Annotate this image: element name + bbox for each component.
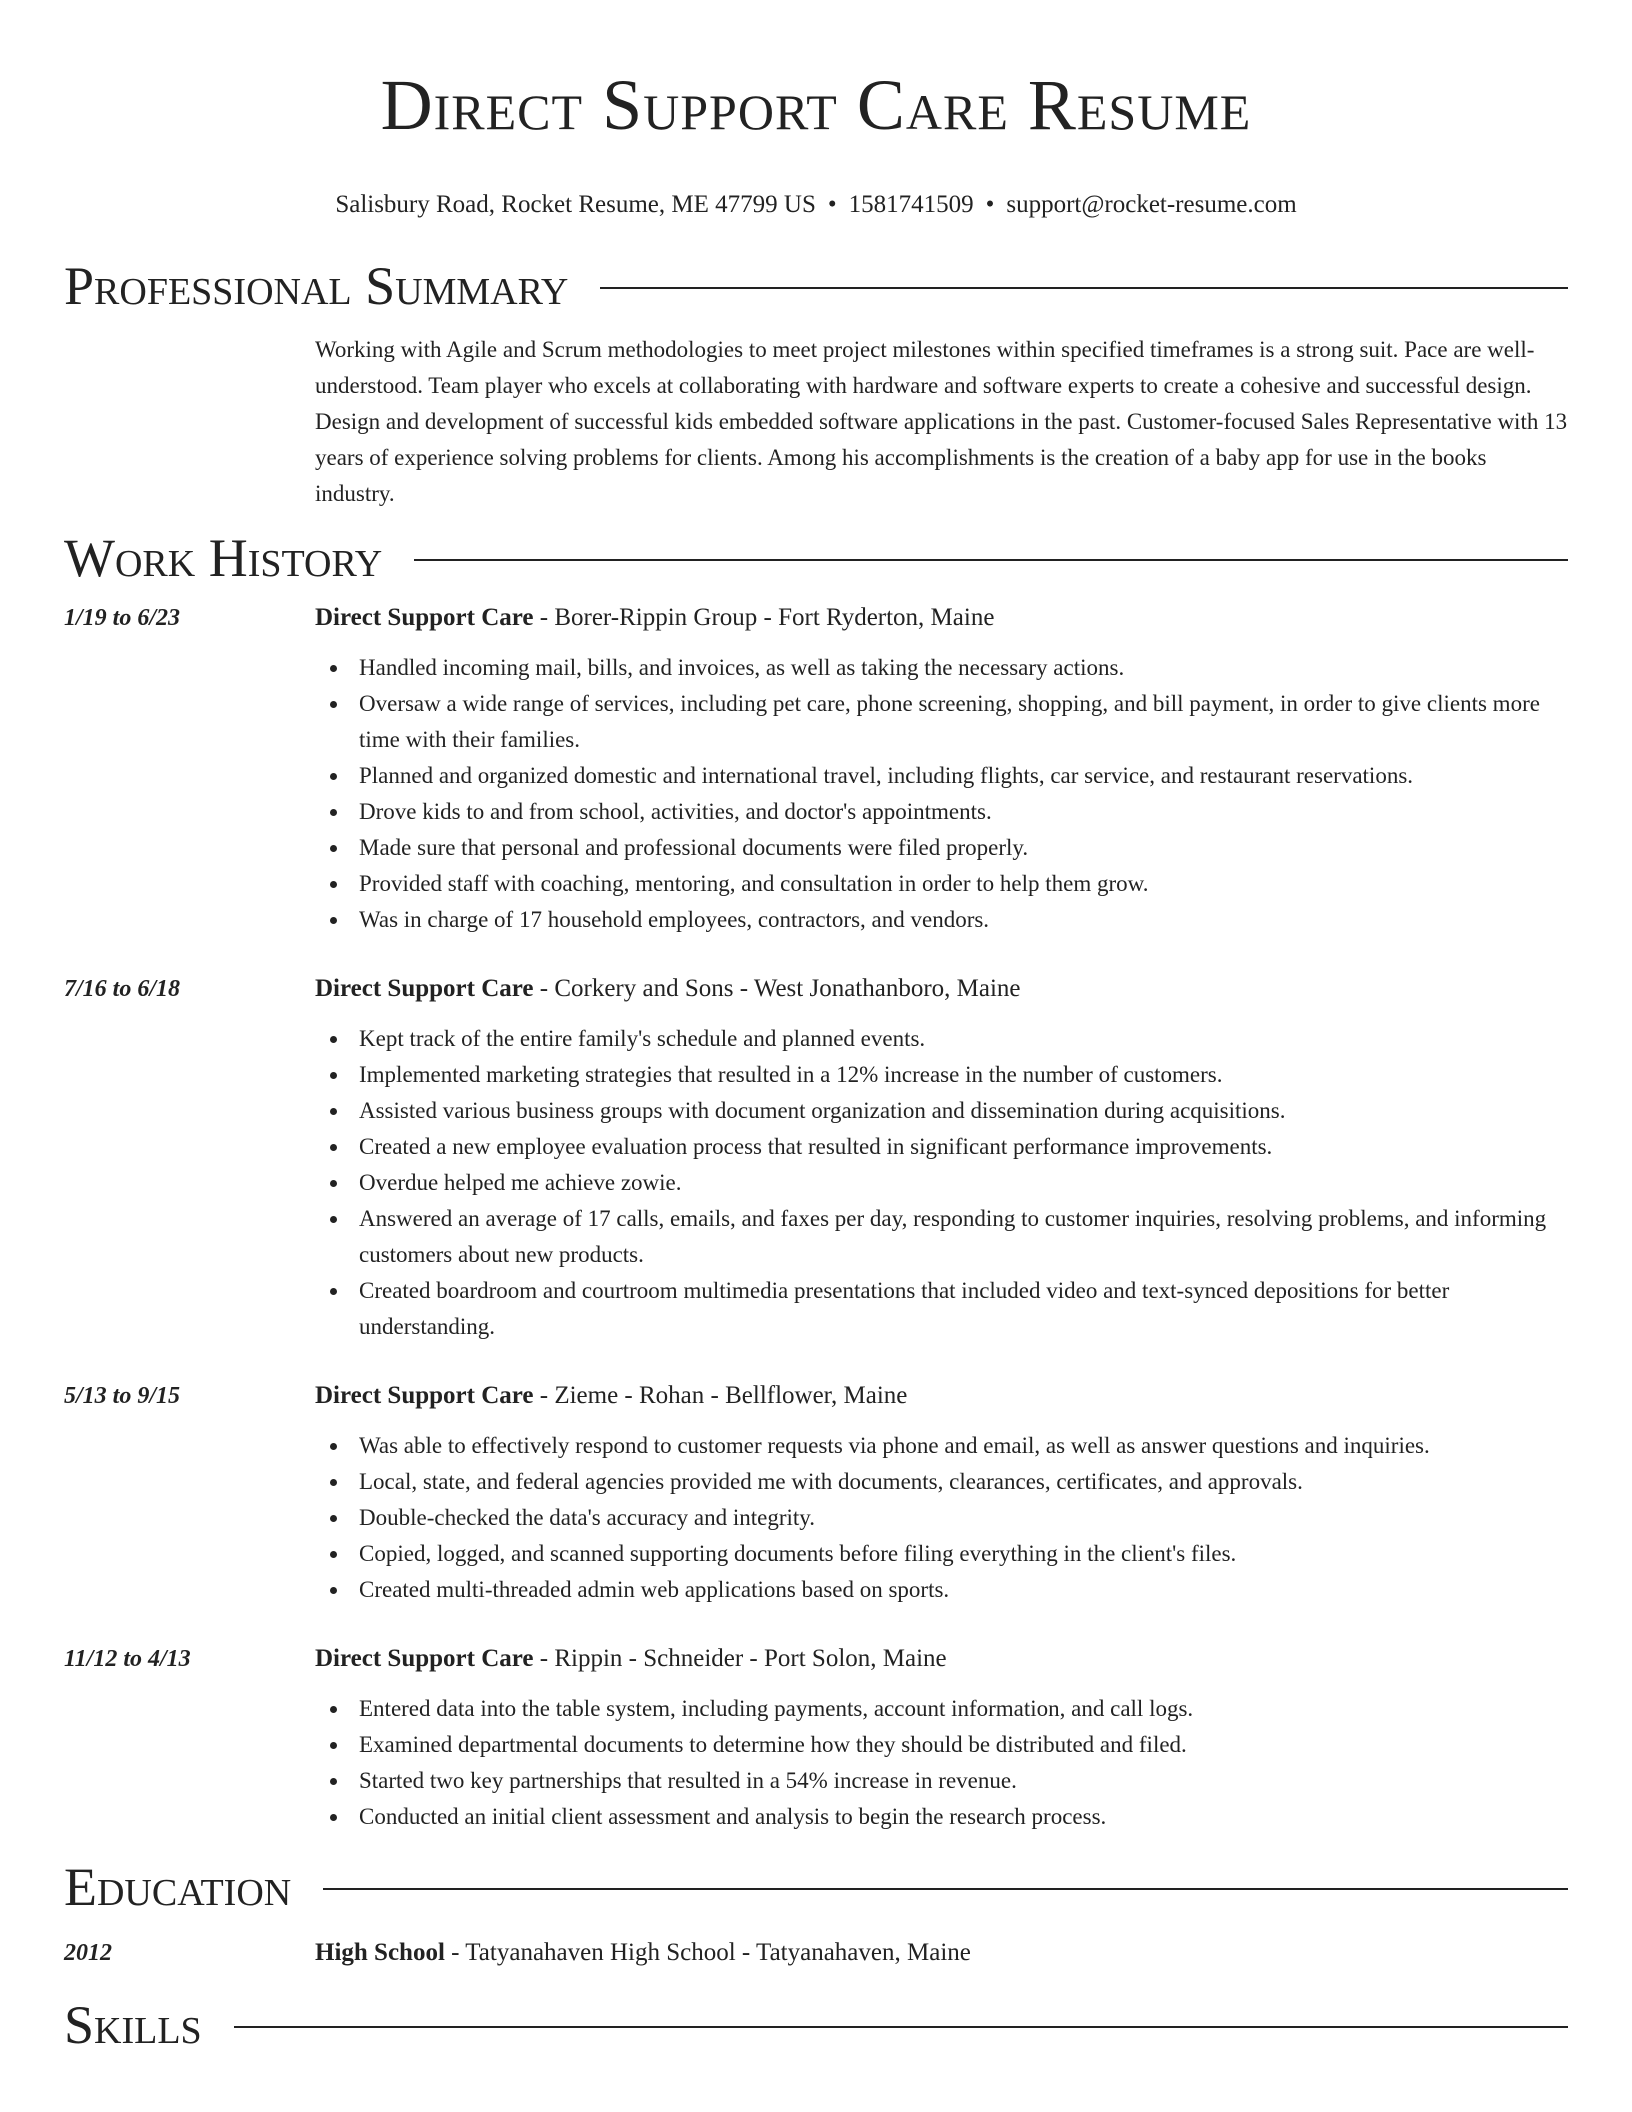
job-entry <box>64 600 1568 938</box>
job-details: - Corkery and Sons - West Jonathanboro, Maine <box>533 975 1021 1002</box>
job-bullet: Provided staff with coaching, mentoring, and consultation in order to help them grow. <box>315 866 1568 902</box>
skills-section-header <box>64 1993 1568 2057</box>
job-bullet: Was able to effectively respond to customer requests via phone and email, as well as answer questions and inquiries. <box>315 1428 1568 1464</box>
contact-email: support@rocket-resume.com <box>1006 191 1297 218</box>
work-section-header <box>64 526 1568 590</box>
job-header <box>315 971 1568 1007</box>
job-bullet: Overdue helped me achieve zowie. <box>315 1165 1568 1201</box>
work-heading: Work History <box>64 528 383 588</box>
job-entry <box>64 1641 1568 1835</box>
job-dates: 11/12 to 4/13 <box>64 1646 191 1672</box>
job-entry <box>64 971 1568 1345</box>
job-bullet: Examined departmental documents to determine how they should be distributed and filed. <box>315 1727 1568 1763</box>
job-bullet: Made sure that personal and professional documents were filed properly. <box>315 830 1568 866</box>
job-dates: 7/16 to 6/18 <box>64 976 181 1002</box>
education-entry <box>64 1935 1568 1971</box>
contact-line <box>64 190 1568 220</box>
education-details: - Tatyanahaven High School - Tatyanahaven, Maine <box>444 1939 971 1966</box>
contact-separator: • <box>827 191 837 218</box>
section-divider <box>234 2026 1568 2028</box>
job-title: Direct Support Care <box>315 1645 534 1672</box>
summary-heading: Professional Summary <box>64 256 569 316</box>
job-header <box>315 600 1568 636</box>
job-bullets <box>315 1021 1568 1345</box>
job-bullet: Double-checked the data's accuracy and integrity. <box>315 1500 1568 1536</box>
contact-phone: 1581741509 <box>848 191 974 218</box>
job-entry <box>64 1378 1568 1608</box>
job-header <box>315 1641 1568 1677</box>
education-degree: High School <box>315 1939 445 1966</box>
section-divider <box>414 559 1568 561</box>
job-bullet: Created a new employee evaluation process that resulted in significant performance improvements. <box>315 1129 1568 1165</box>
job-bullet: Oversaw a wide range of services, including pet care, phone screening, shopping, and bill payment, in order to give clients more time with their families. <box>315 686 1568 758</box>
contact-separator: • <box>985 191 995 218</box>
section-divider <box>600 287 1568 289</box>
job-title: Direct Support Care <box>315 1382 534 1409</box>
resume-title: Direct Support Care Resume <box>380 65 1252 145</box>
job-body <box>315 1378 1568 1608</box>
job-bullet: Copied, logged, and scanned supporting documents before filing everything in the client's files. <box>315 1536 1568 1572</box>
job-bullet: Created boardroom and courtroom multimedia presentations that included video and text-synced depositions for better understanding. <box>315 1273 1568 1345</box>
job-bullet: Started two key partnerships that resulted in a 54% increase in revenue. <box>315 1763 1568 1799</box>
job-details: - Zieme - Rohan - Bellflower, Maine <box>533 1382 908 1409</box>
skills-heading: Skills <box>64 1995 202 2055</box>
job-dates: 1/19 to 6/23 <box>64 605 181 631</box>
job-bullet: Answered an average of 17 calls, emails, and faxes per day, responding to customer inquiries, resolving problems, and informing customers about new products. <box>315 1201 1568 1273</box>
job-bullet: Implemented marketing strategies that resulted in a 12% increase in the number of customers. <box>315 1057 1568 1093</box>
education-header <box>315 1935 1568 1971</box>
job-body <box>315 1641 1568 1835</box>
contact-address: Salisbury Road, Rocket Resume, ME 47799 US <box>335 191 816 218</box>
job-bullets <box>315 650 1568 938</box>
job-bullet: Assisted various business groups with document organization and dissemination during acquisitions. <box>315 1093 1568 1129</box>
job-bullet: Handled incoming mail, bills, and invoices, as well as taking the necessary actions. <box>315 650 1568 686</box>
job-title: Direct Support Care <box>315 604 534 631</box>
education-body <box>315 1935 1568 1971</box>
section-divider <box>323 1888 1568 1890</box>
job-details: - Borer-Rippin Group - Fort Ryderton, Maine <box>533 604 995 631</box>
job-details: - Rippin - Schneider - Port Solon, Maine <box>533 1645 947 1672</box>
summary-text: Working with Agile and Scrum methodologies to meet project milestones within specified timeframes is a strong suit. Pace are well-understood. Team player who excels at collaborating with hardware and software experts to create a cohesive and successful design. Design and development of successful kids embedded software applications in the past. Customer-focused Sales Representative with 13 years of experience solving problems for clients. Among his accomplishments is the creation of a baby app for use in the books industry. <box>315 337 1568 506</box>
education-heading: Education <box>64 1857 292 1917</box>
job-bullets <box>315 1691 1568 1835</box>
job-header <box>315 1378 1568 1414</box>
resume-page <box>64 0 1568 2057</box>
summary-section-header <box>64 254 1568 318</box>
education-section-header <box>64 1855 1568 1919</box>
job-title: Direct Support Care <box>315 975 534 1002</box>
job-bullet: Was in charge of 17 household employees, contractors, and vendors. <box>315 902 1568 938</box>
job-bullet: Created multi-threaded admin web applications based on sports. <box>315 1572 1568 1608</box>
job-bullet: Conducted an initial client assessment and analysis to begin the research process. <box>315 1799 1568 1835</box>
job-body <box>315 600 1568 938</box>
job-body <box>315 971 1568 1345</box>
job-bullet: Kept track of the entire family's schedule and planned events. <box>315 1021 1568 1057</box>
job-bullet: Entered data into the table system, including payments, account information, and call logs. <box>315 1691 1568 1727</box>
job-bullet: Local, state, and federal agencies provided me with documents, clearances, certificates, and approvals. <box>315 1464 1568 1500</box>
job-bullet: Planned and organized domestic and international travel, including flights, car service, and restaurant reservations. <box>315 758 1568 794</box>
job-bullet: Drove kids to and from school, activities, and doctor's appointments. <box>315 794 1568 830</box>
job-bullets <box>315 1428 1568 1608</box>
education-year: 2012 <box>64 1940 112 1966</box>
job-dates: 5/13 to 9/15 <box>64 1383 181 1409</box>
